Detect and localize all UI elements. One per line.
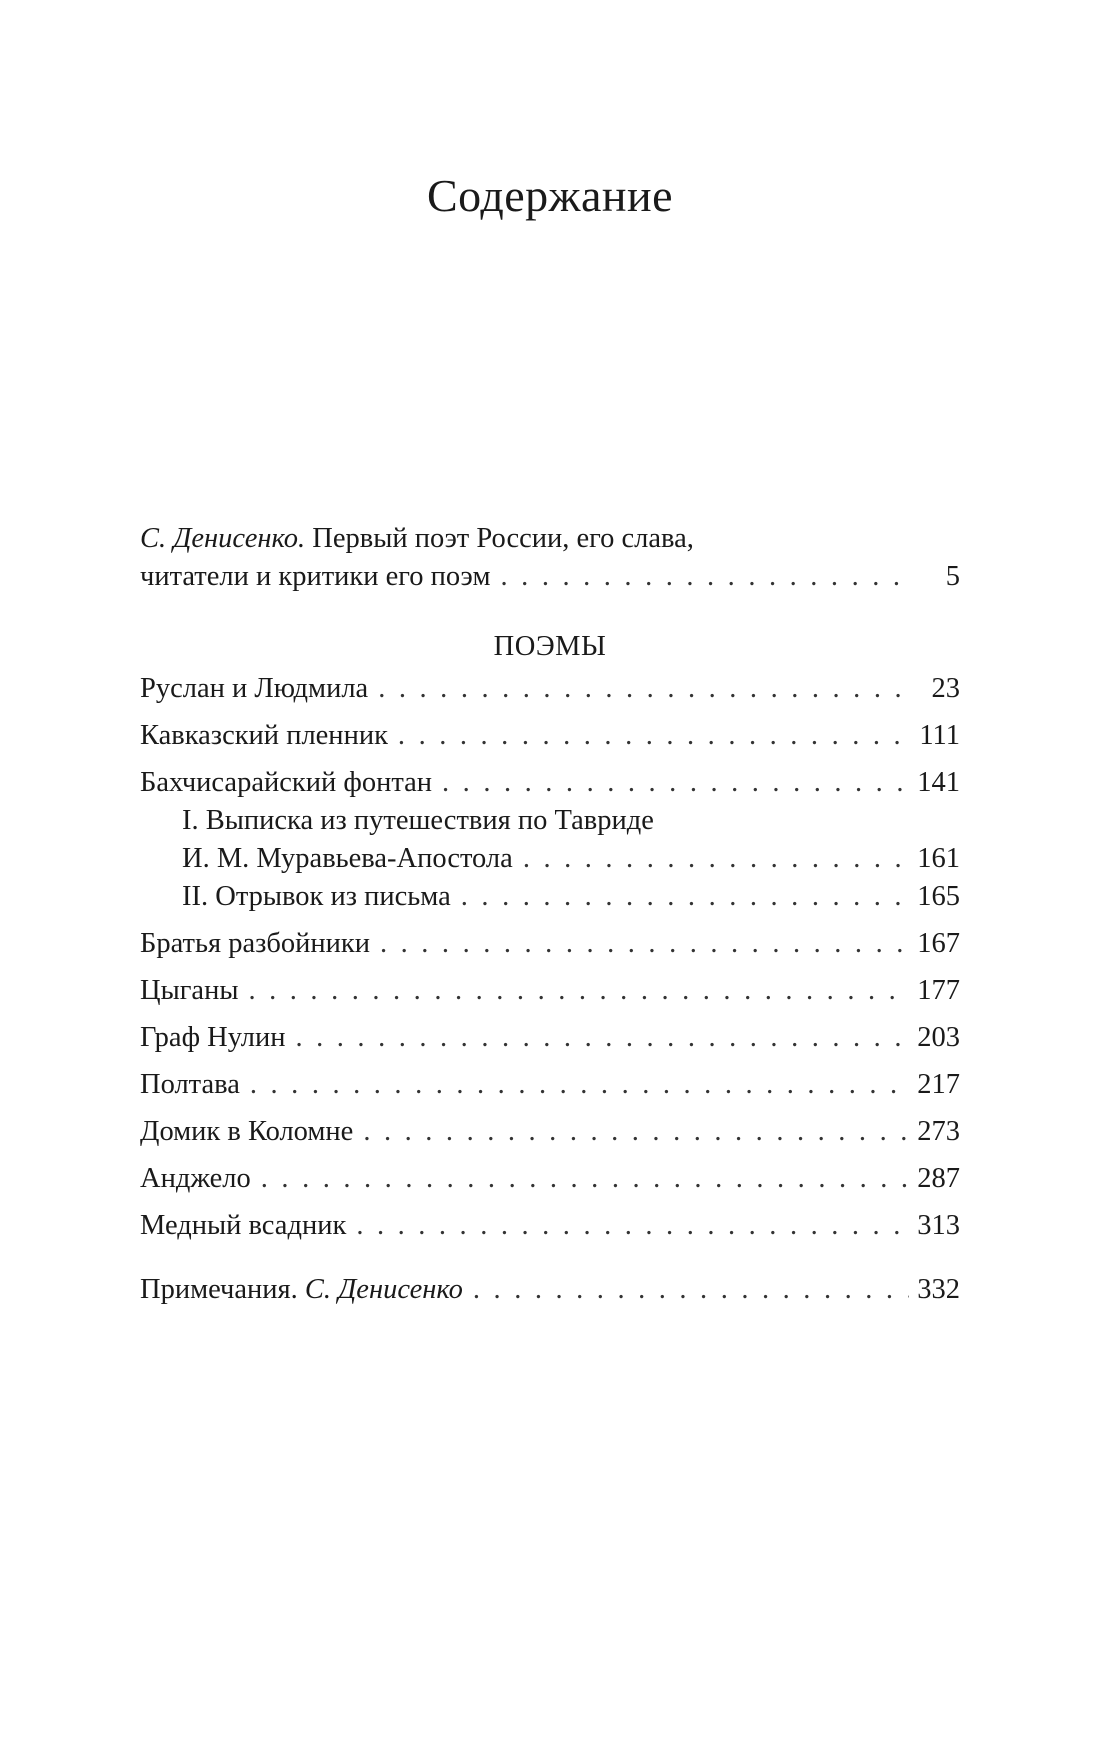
toc-entry-page: 161 [917, 843, 960, 874]
toc-entry[interactable] [140, 1066, 960, 1104]
toc-entry[interactable] [140, 925, 960, 963]
section-heading-poems: ПОЭМЫ [493, 631, 607, 662]
toc-entry[interactable] [140, 972, 960, 1010]
leader-dots [295, 1019, 909, 1057]
toc-entry[interactable] [140, 764, 960, 802]
page-title: Содержание [426, 170, 674, 221]
sub-entry-line-1: I. Выписка из путешествия по Тавриде [182, 805, 654, 836]
toc-entry-label: Бахчисарайский фонтан [140, 767, 433, 798]
leader-dots [461, 878, 909, 916]
notes-label: Примечания. [140, 1274, 298, 1305]
toc-entry-label: Кавказский пленник [140, 720, 388, 751]
toc-entry-label: II. Отрывок из письма [182, 881, 451, 912]
intro-page-number: 5 [945, 561, 960, 592]
leader-dots [501, 558, 914, 596]
intro-author: С. Денисенко. [140, 523, 306, 554]
toc-entry-label: Граф Нулин [140, 1022, 286, 1053]
leader-dots [261, 1160, 909, 1198]
intro-title-part2: читатели и критики его поэм [140, 561, 491, 592]
intro-line-2 [140, 558, 960, 596]
toc-entry[interactable] [140, 717, 960, 755]
toc-entry-page: 165 [917, 881, 960, 912]
toc-entry[interactable] [140, 1160, 960, 1198]
toc-entry-page: 217 [917, 1069, 960, 1100]
intro-title-part1: Первый поэт России, его слава, [305, 523, 694, 554]
toc-sub-entry[interactable] [140, 878, 960, 916]
intro-line-1 [140, 520, 960, 558]
toc-entry-label: Цыганы [140, 975, 239, 1006]
leader-dots [378, 670, 914, 708]
toc-entry-page: 23 [931, 673, 960, 704]
leader-dots [523, 840, 909, 878]
leader-dots [250, 1066, 909, 1104]
notes-author: С. Денисенко [304, 1274, 463, 1305]
leader-dots [363, 1113, 909, 1151]
toc-entry-page: 273 [917, 1116, 960, 1147]
toc-entry-page: 313 [917, 1210, 960, 1241]
leader-dots [442, 764, 909, 802]
leader-dots [356, 1207, 909, 1245]
leader-dots [398, 717, 911, 755]
toc-entry[interactable] [140, 1113, 960, 1151]
toc-sub-entry[interactable] [140, 802, 960, 878]
table-of-contents [140, 520, 960, 1309]
leader-dots [248, 972, 909, 1010]
leader-dots [473, 1271, 909, 1309]
toc-entry-page: 332 [917, 1274, 960, 1305]
toc-entry-page: 167 [917, 928, 960, 959]
toc-entry-label: Медный всадник [140, 1210, 347, 1241]
sub-entry-line-2 [182, 840, 960, 878]
toc-entry[interactable] [140, 1207, 960, 1245]
toc-entry-page: 287 [917, 1163, 960, 1194]
toc-entry-page: 141 [917, 767, 960, 798]
leader-dots [380, 925, 909, 963]
toc-entry[interactable] [140, 670, 960, 708]
toc-entry-label: И. М. Муравьева-Апостола [182, 843, 513, 874]
toc-entry-page: 203 [917, 1022, 960, 1053]
toc-entry-label: Анджело [140, 1163, 251, 1194]
toc-entry-label: Домик в Коломне [140, 1116, 354, 1147]
toc-intro-entry[interactable] [140, 520, 960, 596]
toc-entry-page: 177 [917, 975, 960, 1006]
toc-entry[interactable] [140, 1019, 960, 1057]
toc-entry-label: Полтава [140, 1069, 240, 1100]
notes-label-group [140, 1271, 473, 1309]
toc-entry-label: Братья разбойники [140, 928, 370, 959]
toc-notes-entry[interactable] [140, 1271, 960, 1309]
toc-entry-label: Руслан и Людмила [140, 673, 369, 704]
toc-entry-page: 111 [919, 720, 960, 751]
